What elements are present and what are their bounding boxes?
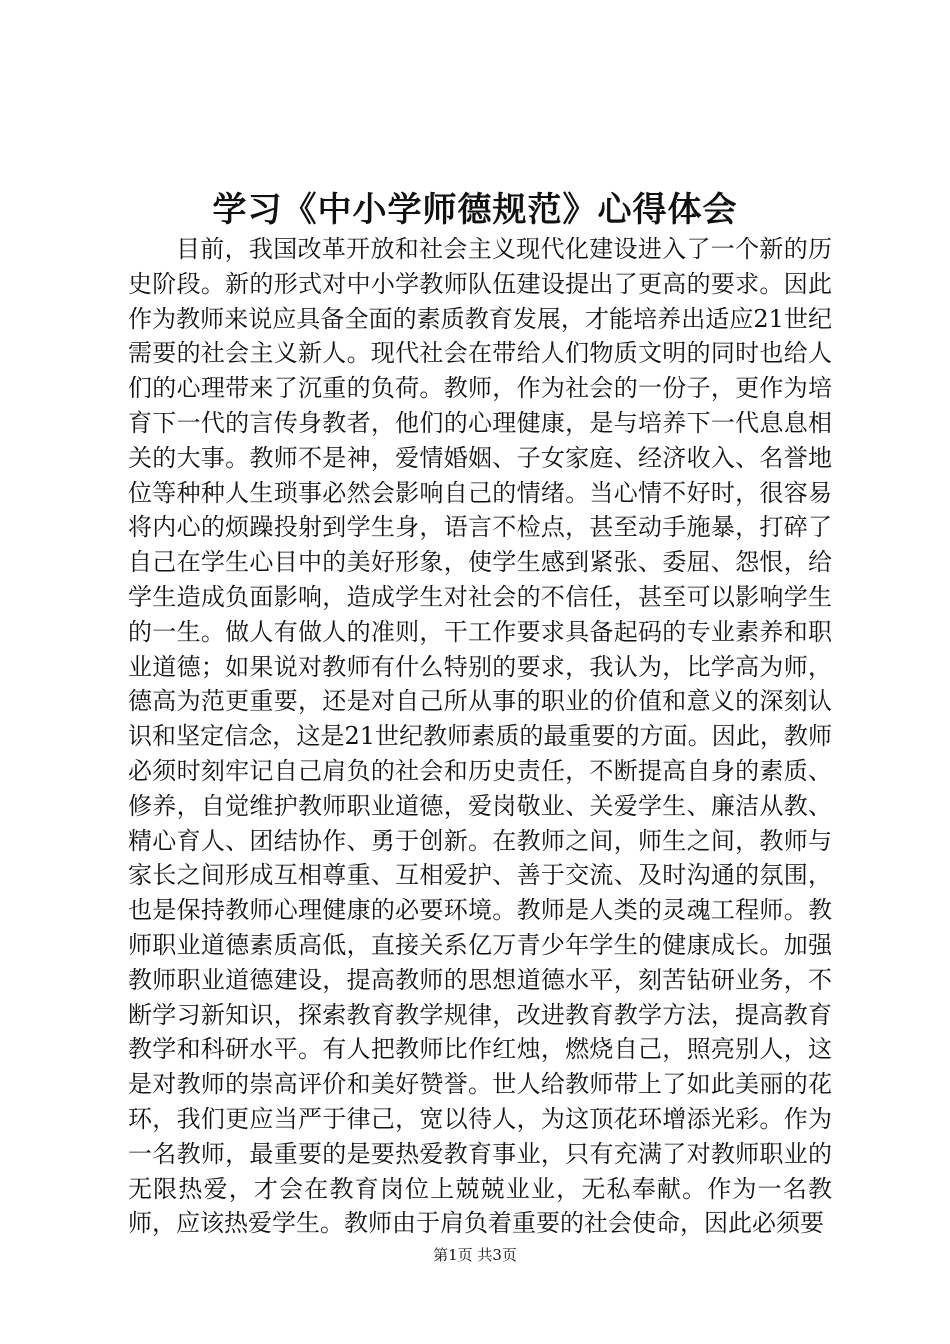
document-body-paragraph: 目前，我国改革开放和社会主义现代化建设进入了一个新的历史阶段。新的形式对中小学教师队伍建设提出了更高的要求。因此作为教师来说应具备全面的素质教育发展，才能培养出适应21世纪需要的社会主义新人。现代社会在带给人们物质文明的同时也给人们的心理带来了沉重的负荷。教师，作为社会的一份子，更作为培育下一代的言传身教者，他们的心理健康，是与培养下一代息息相关的大事。教师不是神，爱情婚姻、子女家庭、经济收入、名誉地位等种种人生琐事必然会影响自己的情绪。当心情不好时，很容易将内心的烦躁投射到学生身，语言不检点，甚至动手施暴，打碎了自己在学生心目中的美好形象，使学生感到紧张、委屈、怨恨，给学生造成负面影响，造成学生对社会的不信任，甚至可以影响学生的一生。做人有做人的准则，干工作要求具备起码的专业素养和职业道德；如果说对教师有什么特别的要求，我认为，比学高为师，德高为范更重要，还是对自己所从事的职业的价值和意义的深刻认识和坚定信念，这是21世纪教师素质的最重要的方面。因此，教师必须时刻牢记自己肩负的社会和历史责任，不断提高自身的素质、修养，自觉维护教师职业道德，爱岗敬业、关爱学生、廉洁从教、精心育人、团结协作、勇于创新。在教师之间，师生之间，教师与家长之间形成互相尊重、互相爱护、善于交流、及时沟通的氛围，也是保持教师心理健康的必要环境。教师是人类的灵魂工程师。教师职业道德素质高低，直接关系亿万青少年学生的健康成长。加强教师职业道德建设，提高教师的思想道德水平，刻苦钻研业务，不断学习新知识，探索教育教学规律，改进教育教学方法，提高教育教学和科研水平。有人把教师比作红烛，燃烧自己，照亮别人，这是对教师的崇高评价和美好赞誉。世人给教师带上了如此美丽的花环，我们更应当严于律己，宽以待人，为这顶花环增添光彩。作为一名教师，最重要的是要热爱教育事业，只有充满了对教师职业的无限热爱，才会在教育岗位上兢兢业业，无私奉献。作为一名教师，应该热爱学生。教师由于肩负着重要的社会使命，因此必须要	[128, 235, 832, 1238]
document-title: 学习《中小学师德规范》心得体会	[212, 190, 738, 230]
page-number-footer: 第1页 共3页	[433, 1246, 517, 1264]
